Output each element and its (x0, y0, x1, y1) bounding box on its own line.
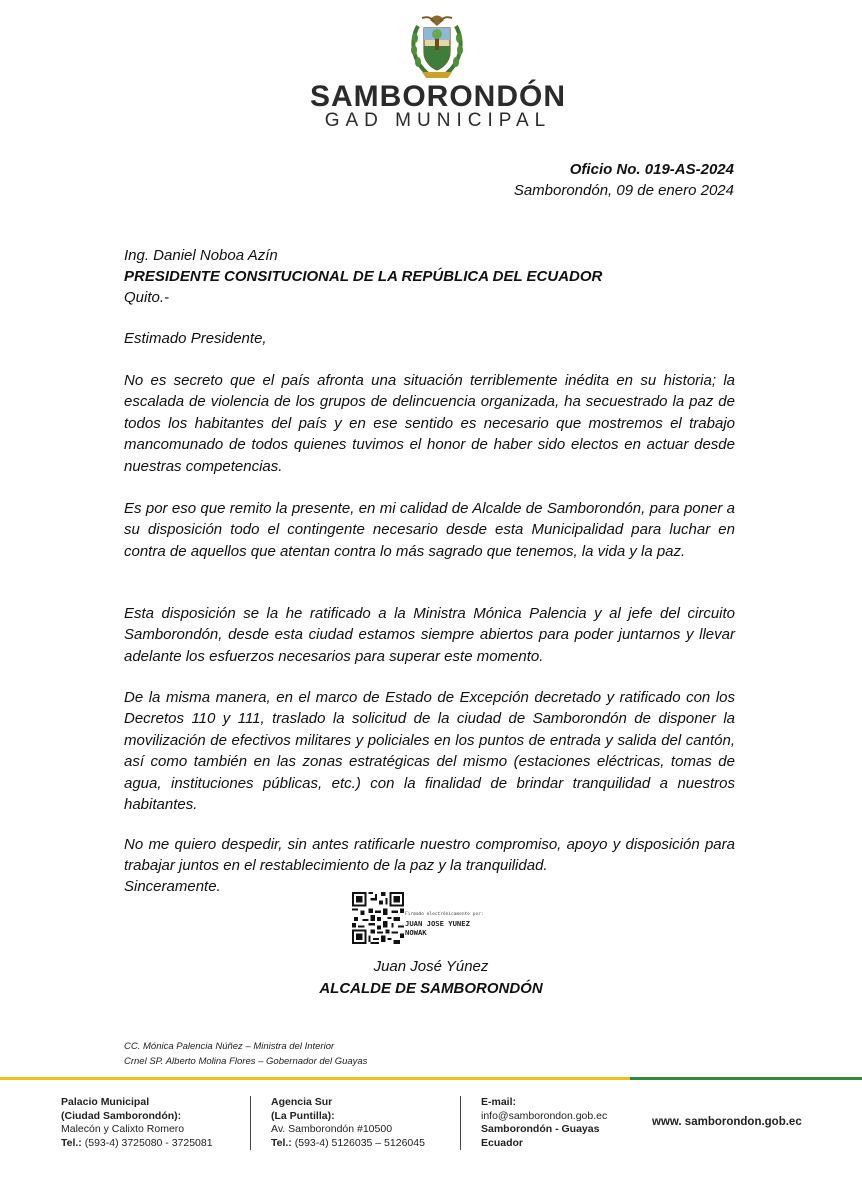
brand-subtitle: GAD MUNICIPAL (324, 110, 552, 131)
signer-role: ALCALDE DE SAMBORONDÓN (319, 980, 543, 997)
qr-code-icon (352, 892, 404, 944)
cc-line-2: Crnel SP. Alberto Molina Flores – Gobernador del Guayas (124, 1056, 368, 1067)
signature-stamp-name: JUAN JOSE YUNEZ (405, 919, 470, 928)
cc-line-1: CC. Mónica Palencia Núñez – Ministra del Interior (124, 1041, 335, 1052)
footer-col1-title: Palacio Municipal (61, 1096, 150, 1108)
footer-col2-subtitle: (La Puntilla): (271, 1109, 335, 1122)
footer-col1-tel-label: Tel.: (61, 1136, 82, 1149)
footer-email-label: E-mail: (481, 1096, 517, 1108)
municipal-seal-logo (408, 6, 466, 82)
paragraph-2: Es por eso que remito la presente, en mi calidad de Alcalde de Samborondón, para poner a su disposición todo el contingente necesario desde esta Municipalidad para luchar en contra de aquellos que atentan contra lo más sagrado que tenemos, la vida y la paz. (124, 500, 735, 560)
recipient-city: Quito.- (124, 289, 170, 306)
footer-website-link[interactable]: www. samborondon.gob.ec (652, 1116, 802, 1128)
footer-email-link[interactable]: info@samborondon.gob.ec (481, 1109, 608, 1122)
recipient-name: Ing. Daniel Noboa Azín (124, 247, 278, 264)
paragraph-3: Esta disposición se la he ratificado a la Ministra Mónica Palencia y al jefe del circuito Samborondón, desde esta ciudad estamos siempre abiertos para poder juntarnos y llevar adelante los esfuerzos necesarios para superar este momento. (124, 605, 735, 665)
footer-col2-tel-label: Tel.: (271, 1136, 292, 1149)
footer-agencia-sur (271, 1096, 425, 1150)
footer-col1-subtitle: (Ciudad Samborondón): (61, 1109, 182, 1122)
salutation: Estimado Presidente, (124, 330, 267, 347)
footer-col1-phone (61, 1137, 213, 1151)
signature-stamp-caption: Firmado electrónicamente por: (405, 912, 484, 917)
footer-col2-tel: (593-4) 5126035 – 5126045 (291, 1136, 425, 1149)
footer-country: Ecuador (481, 1136, 524, 1149)
signature-stamp-surname: NOWAK (405, 928, 427, 937)
signer-name: Juan José Yúnez (373, 958, 489, 975)
footer-location: Samborondón - Guayas (481, 1123, 600, 1135)
paragraph-5: No me quiero despedir, sin antes ratificarle nuestro compromiso, apoyo y disposición para trabajar juntos en el restablecimiento de la paz y la tranquilidad. (124, 836, 735, 875)
footer-col1-tel: (593-4) 3725080 - 3725081 (81, 1136, 213, 1149)
footer-divider-2 (460, 1096, 461, 1150)
footer-accent-bar-yellow (0, 1077, 630, 1080)
paragraph-1: No es secreto que el país afronta una situación terriblemente inédita en su historia; la escalada de violencia de los grupos de delincuencia organizada, ha secuestrado la paz de todos los habitantes del país y en ese sentido es necesario que mostremos el trabajo mancomunado de todos quienes tuvimos el honor de haber sido electos en actuar desde nuestras competencias. (124, 372, 735, 475)
closing: Sinceramente. (124, 878, 221, 895)
footer-col1-address: Malecón y Calixto Romero (61, 1123, 185, 1135)
letter-date: Samborondón, 09 de enero 2024 (513, 182, 734, 199)
electronic-signature-stamp (405, 910, 484, 937)
footer-palacio-municipal (61, 1096, 213, 1150)
recipient-title: PRESIDENTE CONSITUCIONAL DE LA REPÚBLICA DEL ECUADOR (124, 268, 603, 285)
oficio-number: Oficio No. 019-AS-2024 (569, 161, 734, 178)
footer-col2-phone (271, 1137, 425, 1151)
footer-accent-bar-green (630, 1077, 862, 1080)
footer-col2-title: Agencia Sur (271, 1096, 333, 1108)
footer-divider-1 (250, 1096, 251, 1150)
brand-name: SAMBORONDÓN (310, 80, 566, 113)
footer-col2-address: Av. Samborondón #10500 (271, 1123, 393, 1135)
footer-email-block (481, 1096, 607, 1150)
paragraph-4: De la misma manera, en el marco de Estado de Excepción decretado y ratificado con los Decretos 110 y 111, traslado la solicitud de la ciudad de Samborondón de disponer la movilización de efectivos militares y policiales en los puntos de entrada y salida del cantón, así como también en las zonas estratégicas del mismo (estaciones eléctricas, tomas de agua, instituciones públicas, etc.) con la finalidad de brindar tranquilidad a nuestros habitantes. (124, 689, 735, 814)
